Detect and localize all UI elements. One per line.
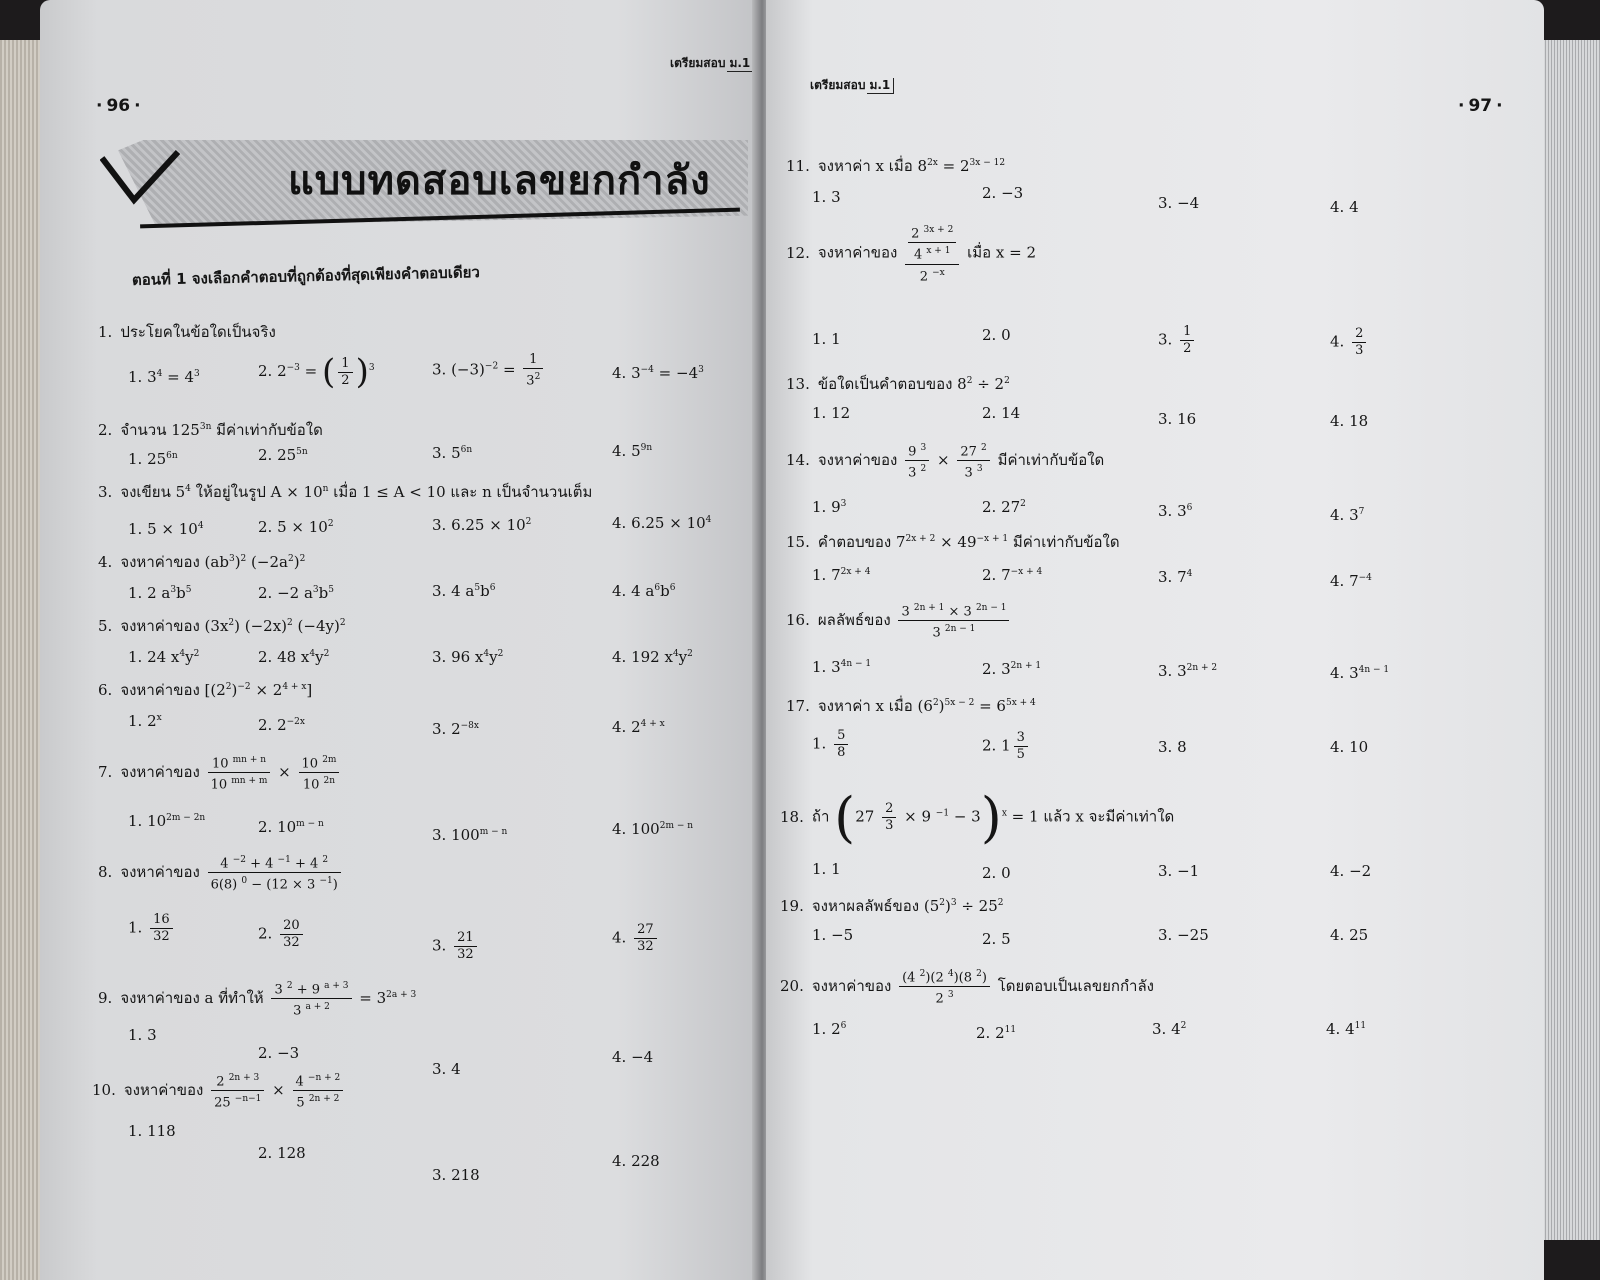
question-6: 6. จงหาค่าของ $[(2^2)^{-2} \times 2^{4 + x}]$ (98, 681, 313, 699)
q14-option-3: 3. $3^6$ (1158, 502, 1193, 520)
q4-option-1: 1. 2 $a^3b^5$ (128, 584, 192, 602)
q14-option-4: 4. $3^7$ (1330, 506, 1365, 524)
q15-option-2: 2. $7^{-x + 4}$ (982, 566, 1043, 584)
q11-option-1: 1. 3 (812, 188, 841, 206)
q10-option-1: 1. 118 (128, 1122, 176, 1140)
q20-option-1: 1. $2^6$ (812, 1020, 847, 1038)
q9-option-1: 1. 3 (128, 1026, 157, 1044)
q10-option-2: 2. 128 (258, 1144, 306, 1162)
question-8: 8. จงหาค่าของ $\frac{4 ^{-2} + 4 ^{-1} + 4 ^2}{6(8) ^0 - (12 \times 3 ^{-1})}$ (98, 852, 344, 894)
series-header-right (810, 76, 894, 95)
question-19: 19. จงหาผลลัพธ์ของ $(5^2)^3 \div 25^2$ (780, 897, 1004, 915)
q16-option-2: 2. $3^{2n + 1}$ (982, 660, 1042, 678)
q2-option-4: 4. $5^{9n}$ (612, 442, 653, 460)
q14-option-2: 2. $27^2$ (982, 498, 1026, 516)
q3-option-3: 3. $6.25 \times 10^2$ (432, 516, 532, 534)
question-9: 9. จงหาค่าของ a ที่ทำให้ $\frac{3 ^2 + 9 ^{a + 3}}{3 ^{a + 2}}$ = $3^{2a + 3}$ (98, 978, 416, 1020)
question-10: 10. จงหาค่าของ $\frac{2 ^{2n + 3}}{25 ^{-n-1}}$ × $\frac{4 ^{-n + 2}}{5 ^{2n + 2}}$ (92, 1070, 346, 1112)
question-3: 3. จงเขียน $5^4$ ให้อยู่ในรูป $A \times 10^n$ เมื่อ 1 ≤ A < 10 และ n เป็นจำนวนเต็ม (98, 483, 593, 501)
series-header-left (670, 54, 754, 73)
question-13: 13. ข้อใดเป็นคำตอบของ $8^2 \div 2^2$ (786, 375, 1010, 393)
q13-option-1: 1. 12 (812, 404, 851, 422)
q17-option-1: 1. $\frac{5}{8}$ (812, 728, 851, 761)
q15-option-1: 1. $7^{2x + 4}$ (812, 566, 871, 584)
q1-option-3: 3. $(-3)^{-2}$ = $\frac{1}{3^2}$ (432, 352, 546, 389)
q12-option-2: 2. 0 (982, 326, 1011, 344)
grade-label: ม.1 (867, 78, 894, 94)
q6-option-3: 3. $2^{-8x}$ (432, 720, 479, 738)
q9-option-2: 2. −3 (258, 1044, 300, 1062)
question-14: 14. จงหาค่าของ $\frac{9 ^3}{3 ^2}$ × $\frac{27 ^2}{3 ^3}$ มีค่าเท่ากับข้อใด (786, 440, 1104, 482)
q18-option-4: 4. −2 (1330, 862, 1372, 880)
left-page-edges (0, 40, 44, 1280)
q4-option-2: 2. −2 $a^3b^5$ (258, 584, 334, 602)
question-5: 5. จงหาค่าของ $(3x^2)$ $(-2x)^2$ $(-4y)^2$ (98, 617, 346, 635)
question-20: 20. จงหาค่าของ $\frac{(4 ^2)(2 ^4)(8 ^2)}{2 ^3}$ โดยตอบเป็นเลขยกกำลัง (780, 966, 1154, 1008)
q4-option-3: 3. 4 $a^5b^6$ (432, 582, 496, 600)
question-2: 2. จำนวน $125^{3n}$ มีค่าเท่ากับข้อใด (98, 421, 323, 439)
q2-option-3: 3. $5^{6n}$ (432, 444, 473, 462)
q12-option-3: 3. $\frac{1}{2}$ (1158, 324, 1197, 357)
q15-option-4: 4. $7^{-4}$ (1330, 572, 1372, 590)
q10-option-3: 3. 218 (432, 1166, 480, 1184)
q15-option-3: 3. $7^4$ (1158, 568, 1193, 586)
q19-option-2: 2. 5 (982, 930, 1011, 948)
title-banner (100, 118, 750, 234)
q7-option-4: 4. $100^{2m - n}$ (612, 820, 694, 838)
q5-option-3: 3. 96 $x^4y^2$ (432, 648, 504, 666)
q8-option-4: 4. $\frac{27}{32}$ (612, 922, 660, 955)
q12-option-4: 4. $\frac{2}{3}$ (1330, 326, 1369, 359)
q19-option-1: 1. −5 (812, 926, 854, 944)
q10-option-4: 4. 228 (612, 1152, 660, 1170)
q3-option-4: 4. $6.25 \times 10^4$ (612, 514, 712, 532)
q12-option-1: 1. 1 (812, 330, 841, 348)
q5-option-2: 2. 48 $x^4y^2$ (258, 648, 330, 666)
q2-option-2: 2. $25^{5n}$ (258, 446, 308, 464)
q20-option-3: 3. $4^2$ (1152, 1020, 1187, 1038)
q17-option-3: 3. 8 (1158, 738, 1187, 756)
q5-option-1: 1. 24 $x^4y^2$ (128, 648, 200, 666)
q8-option-1: 1. $\frac{16}{32}$ (128, 912, 176, 945)
question-18: 18. ถ้า (27 $\frac{2}{3}$ × 9 $^{-1}$ − 3)$^x$ = 1 แล้ว x จะมีค่าเท่าใด (780, 786, 1175, 849)
q2-option-1: 1. $25^{6n}$ (128, 450, 178, 468)
q7-option-3: 3. $100^{m - n}$ (432, 826, 508, 844)
section-heading: ตอนที่ 1 จงเลือกคำตอบที่ถูกต้องที่สุดเพียงคำตอบเดียว (131, 263, 480, 289)
q19-option-3: 3. −25 (1158, 926, 1209, 944)
q3-option-2: 2. $5 \times 10^2$ (258, 518, 334, 536)
question-15: 15. คำตอบของ $7^{2x + 2} \times 49^{-x + 1}$ มีค่าเท่ากับข้อใด (786, 533, 1120, 551)
q17-option-2: 2. 1 $\frac{3}{5}$ (982, 730, 1031, 763)
q4-option-4: 4. 4 $a^6b^6$ (612, 582, 676, 600)
q19-option-4: 4. 25 (1330, 926, 1369, 944)
question-17: 17. จงหาค่า x เมื่อ $(6^2)^{5x - 2} = 6^{5x + 4}$ (786, 697, 1036, 715)
q18-option-3: 3. −1 (1158, 862, 1200, 880)
checkmark-icon (100, 148, 180, 218)
q11-option-4: 4. 4 (1330, 198, 1359, 216)
q18-option-1: 1. 1 (812, 860, 841, 878)
q11-option-2: 2. −3 (982, 184, 1024, 202)
question-1: 1. ประโยคในข้อใดเป็นจริง (98, 323, 276, 341)
page-title: แบบทดสอบเลขยกกำลัง (288, 158, 711, 204)
q9-option-4: 4. −4 (612, 1048, 654, 1066)
grade-label: ม.1 (727, 56, 754, 72)
question-12: 12. จงหาค่าของ $\frac{\frac{2 ^{3x + 2}}{4 ^{x + 1}}}{2 ^{-x}}$ เมื่อ x = 2 (786, 222, 1036, 285)
right-page-edges (1540, 40, 1600, 1240)
question-16: 16. ผลลัพธ์ของ $\frac{3 ^{2n + 1} \times 3 ^{2n - 1}}{3 ^{2n - 1}}$ (786, 600, 1012, 642)
q14-option-1: 1. $9^3$ (812, 498, 847, 516)
q20-option-2: 2. $2^{11}$ (976, 1024, 1017, 1042)
q13-option-2: 2. 14 (982, 404, 1021, 422)
q18-option-2: 2. 0 (982, 864, 1011, 882)
q20-option-4: 4. $4^{11}$ (1326, 1020, 1367, 1038)
question-4: 4. จงหาค่าของ $(ab^3)^2$ $(-2a^2)^2$ (98, 553, 306, 571)
q7-option-1: 1. $10^{2m - 2n}$ (128, 812, 206, 830)
q16-option-1: 1. $3^{4n - 1}$ (812, 658, 872, 676)
question-11: 11. จงหาค่า x เมื่อ $8^{2x} = 2^{3x - 12}$ (786, 157, 1006, 175)
left-page (40, 0, 762, 1280)
right-page (766, 0, 1544, 1280)
q8-option-3: 3. $\frac{21}{32}$ (432, 930, 480, 963)
q16-option-4: 4. $3^{4n - 1}$ (1330, 664, 1390, 682)
series-label: เตรียมสอบ (670, 56, 726, 70)
question-7: 7. จงหาค่าของ $\frac{10 ^{mn + n}}{10 ^{mn + m}}$ × $\frac{10 ^{2m}}{10 ^{2n}}$ (98, 752, 342, 794)
series-label: เตรียมสอบ (810, 78, 866, 92)
q1-option-2: 2. $2^{-3}$ = ( $\frac{1}{2}$ )$^3$ (258, 352, 375, 392)
q7-option-2: 2. $10^{m - n}$ (258, 818, 324, 836)
q6-option-1: 1. 2$^x$ (128, 712, 162, 730)
q6-option-4: 4. $2^{4 + x}$ (612, 718, 665, 736)
q13-option-3: 3. 16 (1158, 410, 1197, 428)
q5-option-4: 4. 192 $x^4y^2$ (612, 648, 693, 666)
q13-option-4: 4. 18 (1330, 412, 1369, 430)
page-number-right: · 97 · (1454, 96, 1507, 116)
page-number-left: · 96 · (92, 96, 145, 116)
q11-option-3: 3. −4 (1158, 194, 1200, 212)
q9-option-3: 3. 4 (432, 1060, 461, 1078)
q16-option-3: 3. $3^{2n + 2}$ (1158, 662, 1218, 680)
q3-option-1: 1. $5 \times 10^4$ (128, 520, 204, 538)
q17-option-4: 4. 10 (1330, 738, 1369, 756)
q6-option-2: 2. $2^{-2x}$ (258, 716, 305, 734)
q1-option-4: 4. $3^{-4} = -4^3$ (612, 364, 704, 382)
q8-option-2: 2. $\frac{20}{32}$ (258, 918, 306, 951)
q1-option-1: 1. $3^4 = 4^3$ (128, 368, 200, 386)
